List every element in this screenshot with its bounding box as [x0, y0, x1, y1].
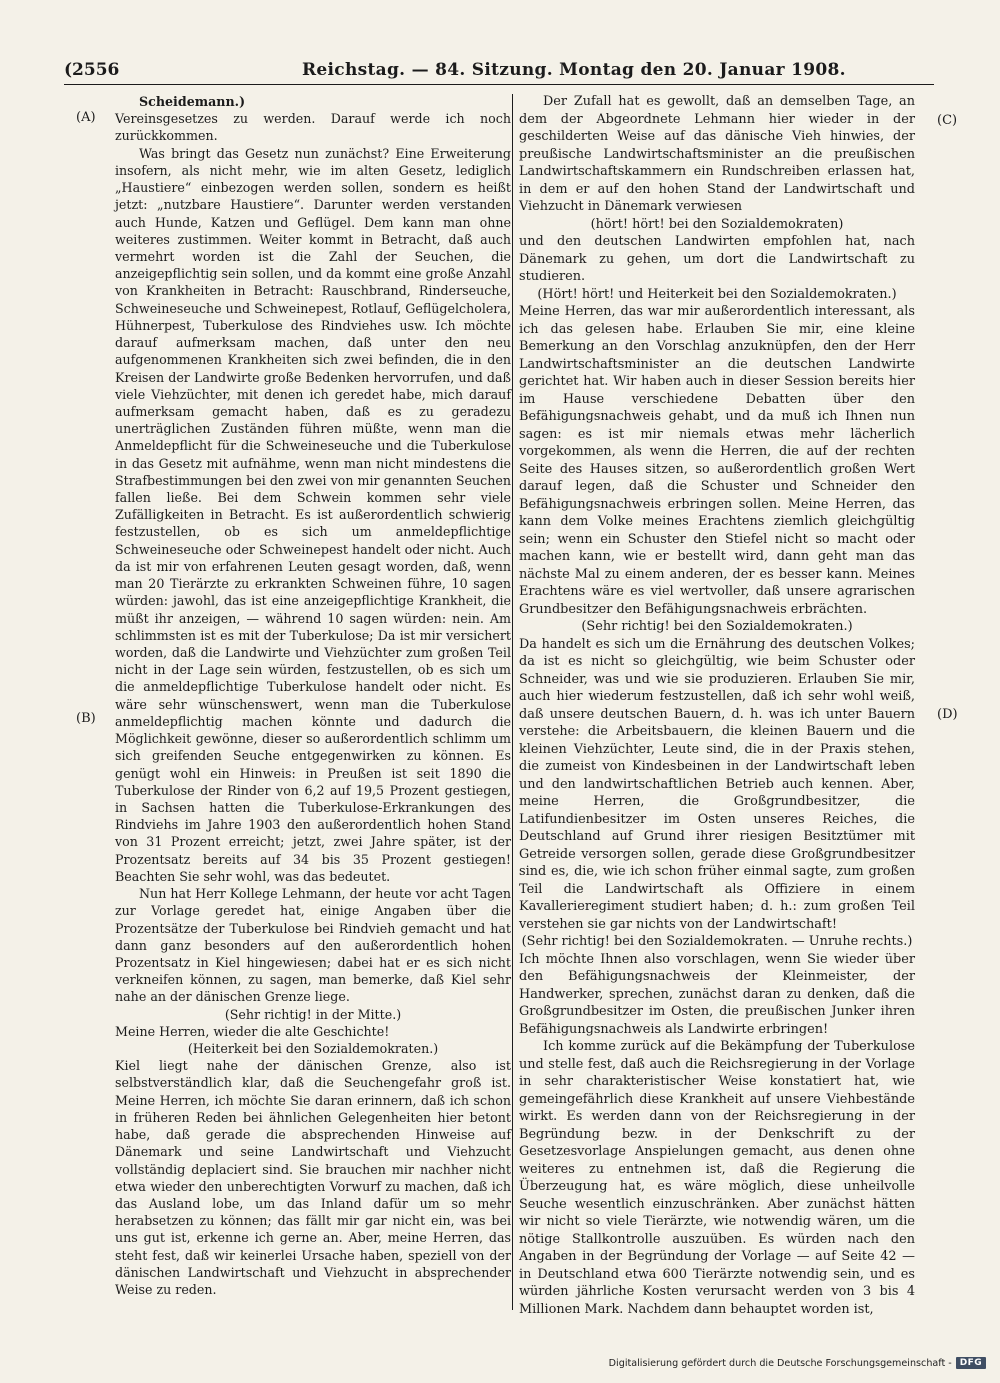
paragraph: Meine Herren, wieder die alte Geschichte!	[115, 1023, 390, 1039]
interjection: (Sehr richtig! bei den Sozialdemokraten.)	[581, 619, 853, 634]
left-column	[115, 93, 511, 1298]
margin-marker-b: (B)	[76, 711, 96, 726]
column-divider	[512, 94, 513, 1310]
interjection: (Hört! hört! und Heiterkeit bei den Sozialdemokraten.)	[537, 286, 897, 302]
footer-credit: Digitalisierung gefördert durch die Deutsche Forschungsgemeinschaft -	[608, 1357, 952, 1369]
right-column	[519, 93, 915, 1318]
paragraph: Nun hat Herr Kollege Lehmann, der heute vor acht Tagen zur Vorlage geredet hat, einige Angaben über die Prozentsätze der Tuberkulose bei Rindvieh gemacht und hat dann ganz besonders auf den außerordentlich hohen Prozentsatz in Kiel hingewiesen; dabei hat er es sich nicht verkneifen können, zu sagen, man bemerke, daß Kiel sehr nahe an der dänischen Grenze liege.	[115, 886, 511, 1005]
paragraph: Was bringt das Gesetz nun zunächst? Eine Erweiterung insofern, als nicht mehr, wie im alten Gesetz, lediglich „Haustiere“ einbezogen werden sollen, sondern es heißt jetzt: „nutzbare Haustiere“. Darunter werden verstanden auch Hunde, Katzen und Geflügel. Dem kann man ohne weiteres zustimmen. Weiter kommt in Betracht, daß auch vermehrt worden ist die Zahl der Seuchen, die anzeigepflichtig sein sollen, und da kommt eine große Anzahl von Krankheiten in Betracht: Rauschbrand, Rinderseuche, Schweineseuche und Schweinepest, Rotlauf, Geflügelcholera, Hühnerpest, Tuberkulose des Rindviehes usw. Ich möchte darauf aufmerksam machen, daß unter den neu aufgenommenen Krankheiten sich zwei befinden, die in den Kreisen der Landwirte große Bedenken hervorrufen, und daß viele Viehzüchter, mit denen ich geredet habe, mich darauf aufmerksam gemacht haben, daß es zu geradezu unerträglichen Zuständen führen müßte, wenn man die Anmeldepflicht für die Schweineseuche und die Tuberkulose in das Gesetz mit aufnähme, wenn man nicht mindestens die Strafbestimmungen bei den zwei von mir genannten Seuchen fallen ließe. Bei dem Schwein kommen sehr viele Zufälligkeiten in Betracht. Es ist außerordentlich schwierig festzustellen, ob es sich um anmeldepflichtige Schweineseuche oder Schweinepest handelt oder nicht. Auch da ist mir von erfahrenen Leuten gesagt worden, daß, wenn man 20 Tierärzte zu erkrankten Schweinen führe, 10 sagen würden: jawohl, das ist eine anzeigepflichtige Krankheit, die müßt ihr anzeigen, — während 10 sagen würden: nein. Am schlimmsten ist es mit der Tuberkulose; Da ist mir versichert worden, daß die Landwirte und Viehzüchter zum großen Teil nicht in der Lage sein würden, festzustellen, ob es sich um die anmeldepflichtige Tuberkulose handelt oder nicht. Es wäre sehr wünschenswert, wenn man die Tuberkulose anmeldepflichtig machen könnte und dadurch die Möglichkeit gewönne, dieser so außerordentlich schlimm um sich greifenden Seuche entgegenwirken zu können. Es genügt wohl ein Hinweis: in Preußen ist seit 1890 die Tuberkulose der Rinder von 6,2 auf 19,5 Prozent gestiegen, in Sachsen hatten die Tuberkulose-Erkrankungen des Rindviehs im Jahre 1903 den außerordentlich hohen Stand von 31 Prozent erreicht; jetzt, zwei Jahre später, ist der Prozentsatz bereits auf 34 bis 35 Prozent gestiegen! Beachten Sie sehr wohl, was das bedeutet.	[115, 145, 511, 884]
interjection: (Heiterkeit bei den Sozialdemokraten.)	[187, 1041, 439, 1057]
paragraph: Da handelt es sich um die Ernährung des deutschen Volkes; da ist es nicht so gleichgültig, wie beim Schuster oder Schneider, was und wie sie produzieren. Erlauben Sie mir, auch hier wiederum festzustellen, daß ich sehr wohl weiß, daß unsere deutschen Bauern, d. h. was ich unter Bauern verstehe: die Arbeitsbauern, die kleinen Bauern und die kleinen Viehzüchter, Leute sind, die in der Praxis stehen, die zumeist von Kindesbeinen in der Landwirtschaft leben und den landwirtschaftlichen Betrieb auch kennen. Aber, meine Herren, die Großgrundbesitzer, die Latifundienbesitzer im Osten unseres Reiches, die Deutschland auf Grund ihrer riesigen Besitztümer mit Getreide versorgen sollen, gerade diese Großgrundbesitzer sind es, die, wie ich schon früher einmal sagte, zum großen Teil die Landwirtschaft als Offiziere in einem Kavallerieregiment studiert haben; d. h.: zum großen Teil verstehen sie gar nichts von der Landwirtschaft!	[519, 636, 915, 932]
paragraph: Ich möchte Ihnen also vorschlagen, wenn Sie wieder über den Befähigungsnachweis der Kleinmeister, der Handwerker, sprechen, zunächst daran zu denken, daß die Großgrundbesitzer im Osten, die preußischen Junker ihren Befähigungsnachweis als Landwirte erbringen!	[519, 951, 915, 1037]
paragraph: und den deutschen Landwirten empfohlen hat, nach Dänemark zu gehen, um dort die Landwirtschaft zu studieren.	[519, 234, 915, 284]
left-column-text	[115, 110, 511, 1298]
interjection: (Sehr richtig! bei den Sozialdemokraten. — Unruhe rechts.)	[521, 934, 913, 949]
running-head: Reichstag. — 84. Sitzung. Montag den 20. Januar 1908.	[302, 60, 846, 80]
paragraph: Kiel liegt nahe der dänischen Grenze, also ist selbstverständlich klar, daß die Seuchengefahr groß ist. Meine Herren, ich möchte Sie daran erinnern, daß ich schon in früheren Reden bei ähnlichen Gelegenheiten hier betont habe, daß gerade die absprechenden Hinweise auf Dänemark und seine Landwirtschaft und Viehzucht vollständig deplaciert sind. Sie brauchen mir nachher nicht etwa wieder den unberechtigten Vorwurf zu machen, daß ich das Ausland lobe, um das Inland dafür um so mehr herabsetzen zu können; das fällt mir gar nicht ein, was bei uns gut ist, erkenne ich gerne an. Aber, meine Herren, das steht fest, daß wir keinerlei Ursache haben, speziell von der dänischen Landwirtschaft und Viehzucht in absprechender Weise zu reden.	[115, 1058, 511, 1298]
speaker-name: Scheidemann.)	[139, 94, 246, 109]
margin-marker-d: (D)	[937, 707, 958, 722]
dfg-logo: DFG	[956, 1357, 986, 1369]
paragraph: Ich komme zurück auf die Bekämpfung der Tuberkulose und stelle fest, daß auch die Reichsregierung in der Vorlage in sehr charakteristischer Weise konstatiert hat, wie gemeingefährlich diese Krankheit auf unsere Viehbestände wirkt. Es werden dann von der Reichsregierung in der Begründung bezw. in der Denkschrift zu der Gesetzesvorlage Anspielungen gemacht, aus denen ohne weiteres zu entnehmen ist, daß die Regierung die Überzeugung hat, es wäre möglich, diese unheilvolle Seuche wesentlich einzuschränken. Aber zunächst hätten wir nicht so viele Tierärzte, wie notwendig wären, um die nötige Stallkontrolle auszuüben. Es würden nach den Angaben in der Begründung der Vorlage — auf Seite 42 — in Deutschland etwa 600 Tierärzte notwendig sein, und es würden jährliche Kosten verursacht werden von 3 bis 4 Millionen Mark. Nachdem dann behauptet worden ist,	[519, 1039, 915, 1317]
margin-marker-a: (A)	[76, 110, 96, 125]
right-column-text	[519, 93, 915, 1318]
footer	[609, 1357, 986, 1369]
paragraph: Vereinsgesetzes zu werden. Darauf werde ich noch zurückkommen.	[115, 111, 511, 144]
margin-marker-c: (C)	[937, 113, 958, 128]
paragraph: Meine Herren, das war mir außerordentlich interessant, als ich das gelesen habe. Erlauben Sie mir, eine kleine Bemerkung an den Vorschlag anzuknüpfen, den der Herr Landwirtschaftsminister an die deutschen Landwirte gerichtet hat. Wir haben auch in dieser Session bereits hier im Hause verschiedene Debatten über den Befähigungsnachweis gehabt, und da muß ich Ihnen nun sagen: es ist mir niemals etwas mehr lächerlich vorgekommen, als wenn die Herren, die auf der rechten Seite des Hauses sitzen, so außerordentlich großen Wert darauf legen, daß die Schuster und Schneider den Befähigungsnachweis erbringen sollen. Meine Herren, das kann dem Volke meines Erachtens ziemlich gleichgültig sein; wenn ein Schuster den Stiefel nicht so macht oder machen kann, wie er bestellt wird, dann geht man das nächste Mal zu einem anderen, der es besser kann. Meines Erachtens wäre es viel wertvoller, daß unsere agrarischen Grundbesitzer den Befähigungsnachweis erbrächten.	[519, 304, 915, 617]
interjection: (hört! hört! bei den Sozialdemokraten)	[590, 216, 844, 232]
interjection: (Sehr richtig! in der Mitte.)	[224, 1006, 402, 1022]
page-number: (2556	[64, 60, 120, 80]
paragraph: Der Zufall hat es gewollt, daß an demselben Tage, an dem der Abgeordnete Lehmann hier wieder in der geschilderten Weise auf das dänische Vieh hinwies, der preußische Landwirtschaftsminister an die preußischen Landwirtschaftskammern ein Rundschreiben erlassen hat, in dem er auf den hohen Stand der Landwirtschaft und Viehzucht in Dänemark verwiesen	[519, 94, 915, 214]
page-header	[64, 58, 934, 85]
